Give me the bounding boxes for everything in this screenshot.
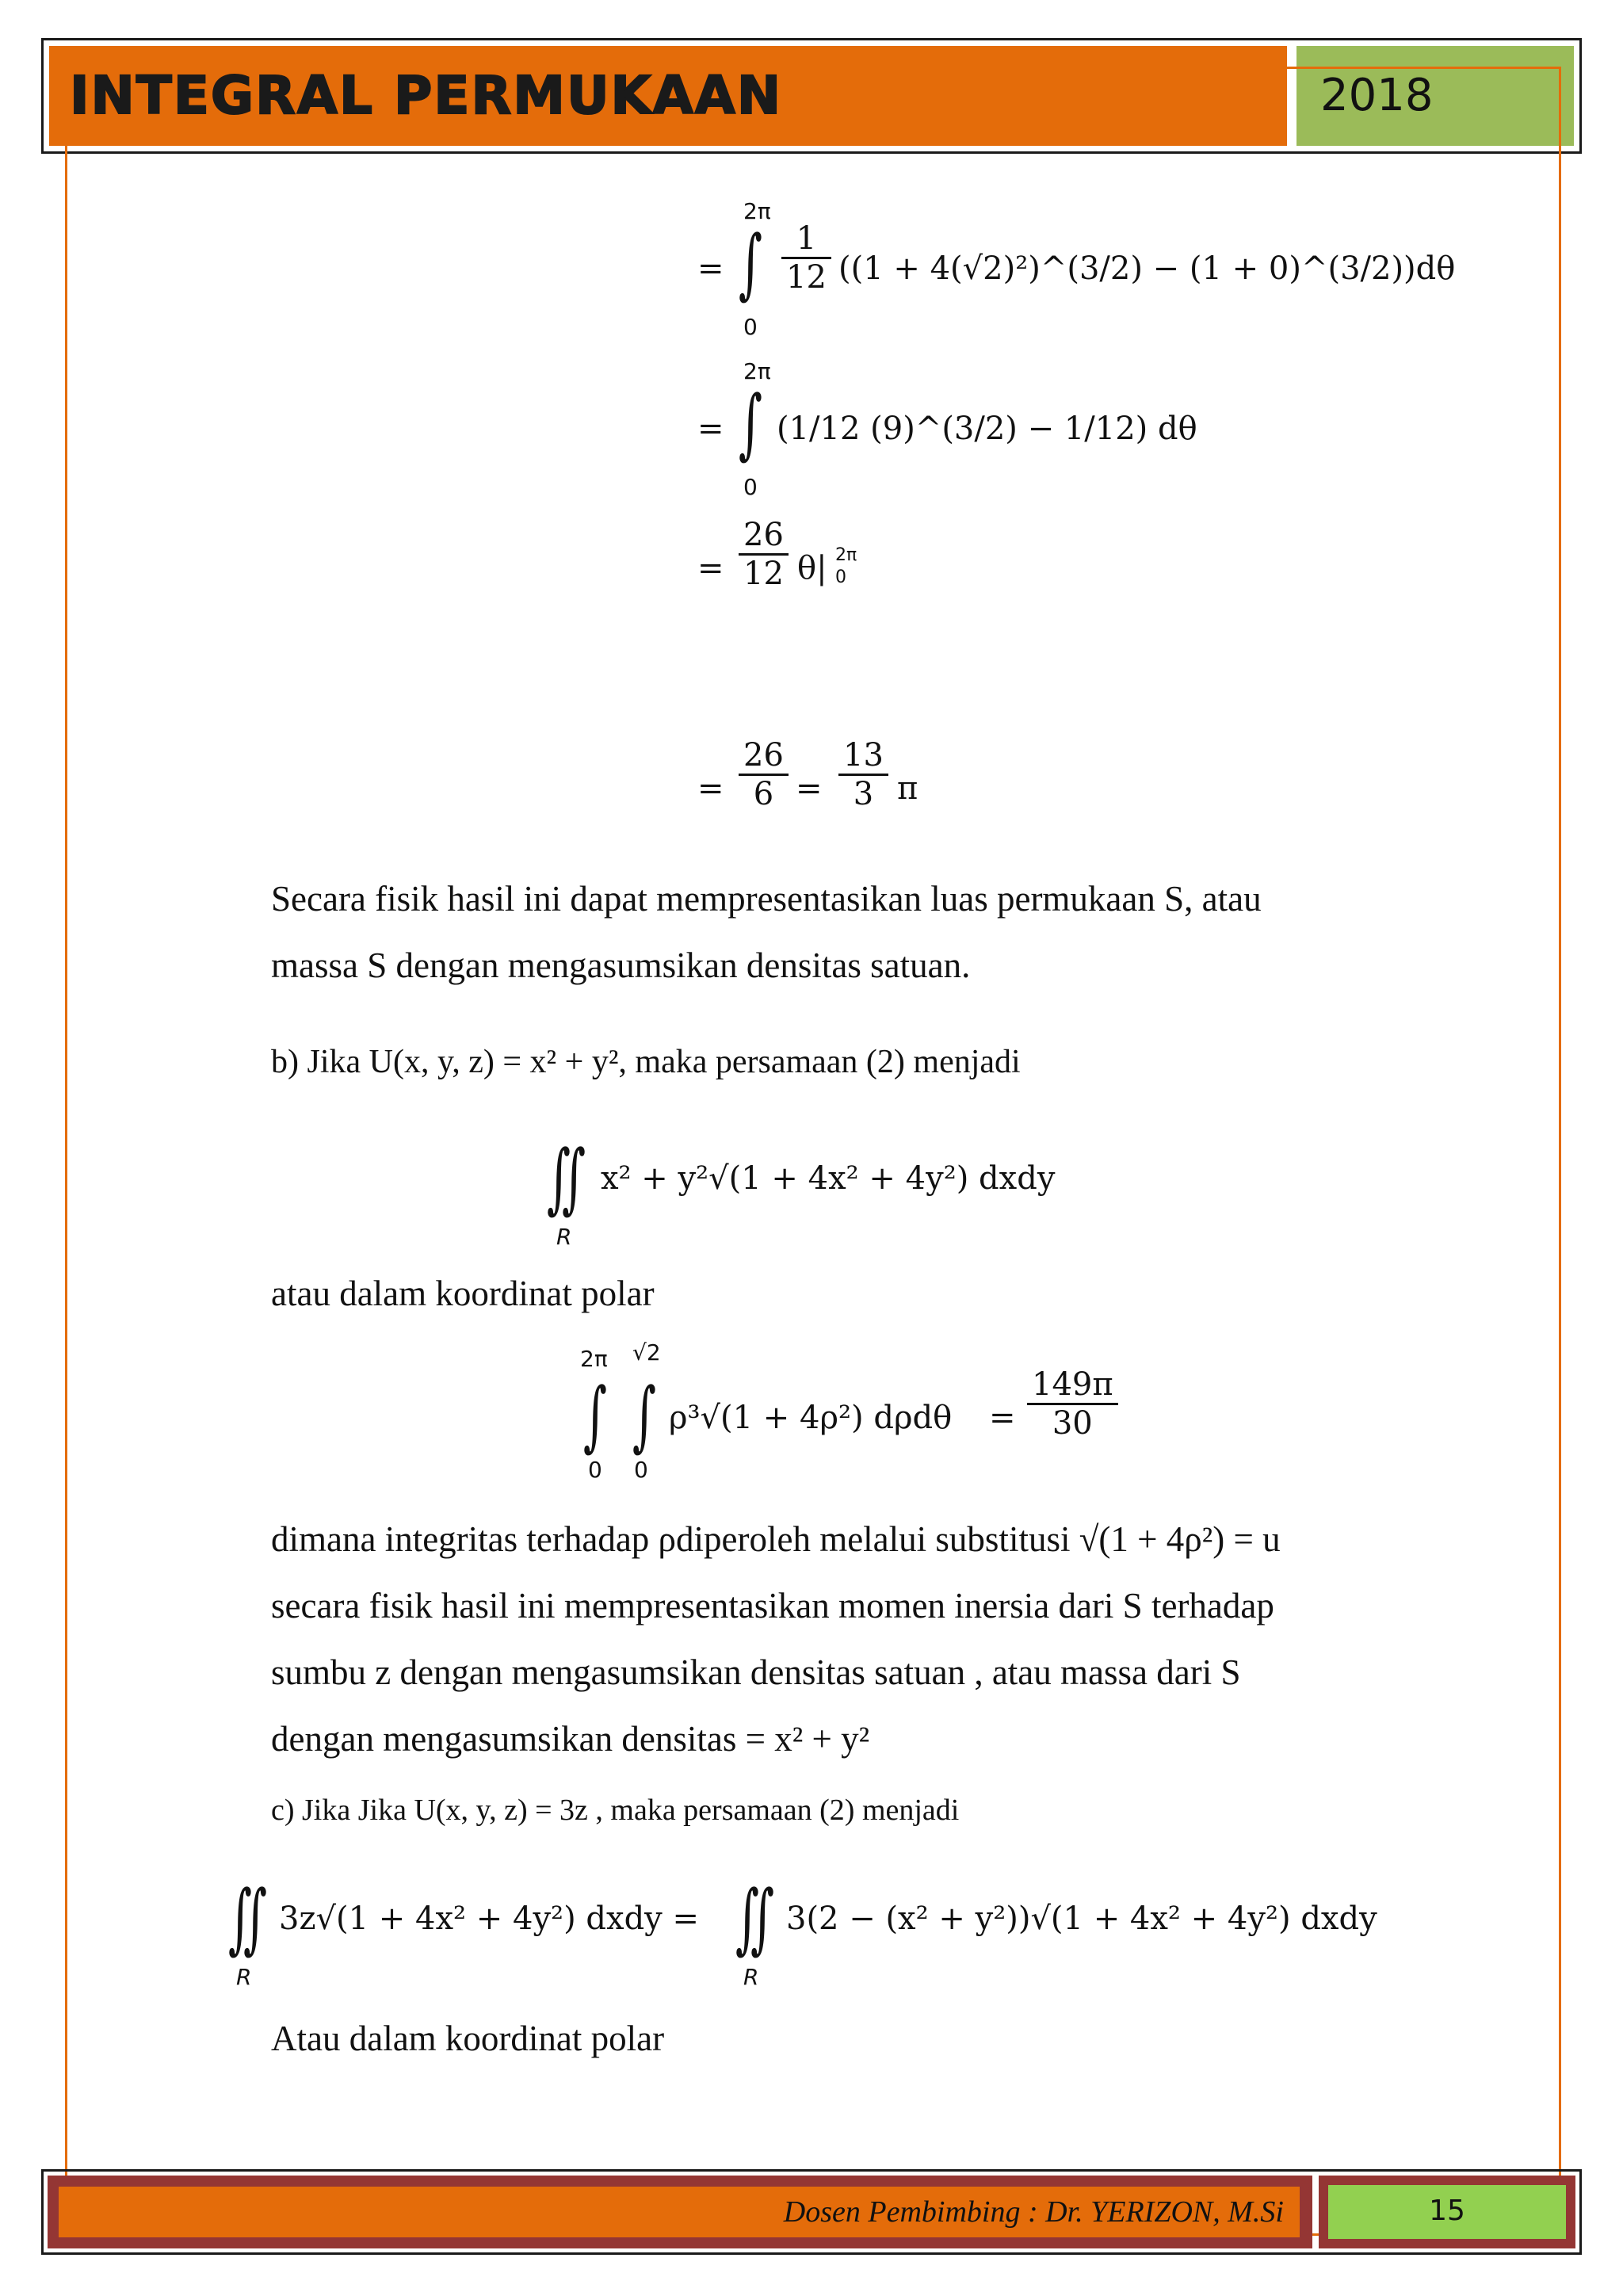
equation-2: = ∫ 2π 0 (1/12 (9)^(3/2) − 1/12) dθ <box>697 358 1197 500</box>
text-line: Secara fisik hasil ini dapat mempresentasikan luas permukaan S, atau <box>271 879 1262 919</box>
text-line: dimana integritas terhadap ρdiperoleh melalui substitusi √(1 + 4ρ²) = u <box>271 1519 1281 1559</box>
text-line: sumbu z dengan mengasumsikan densitas satuan , atau massa dari S <box>271 1652 1241 1692</box>
text-line: secara fisik hasil ini mempresentasikan momen inersia dari S terhadap <box>271 1586 1274 1626</box>
paragraph-moment-of-inertia <box>271 1506 1281 1772</box>
document-title: INTEGRAL PERMUKAAN <box>70 65 783 126</box>
footer-page-box <box>1328 2185 1566 2239</box>
equation-4: = $\frac{26}{6}$ = $\frac{13}{3}$ π <box>697 737 918 812</box>
equation-3: = $\frac{26}{12}$ θ| 2π 0 <box>697 517 857 592</box>
equation-7: ∬ R 3z√(1 + 4x² + 4y²) dxdy = ∬ R 3(2 − (x² + y²))√(1 + 4x² + 4y²) dxdy <box>228 1874 1377 1990</box>
equation-6: ∫ ∫ 2π √2 0 0 ρ³√(1 + 4ρ²) dρdθ = $\frac{149\pi}{30}$ <box>577 1339 1132 1490</box>
document-year: 2018 <box>1320 70 1434 121</box>
text-line: dengan mengasumsikan densitas = x² + y² <box>271 1719 870 1759</box>
footer-supervisor: Dosen Pembimbing : Dr. YERIZON, M.Si <box>783 2195 1284 2229</box>
case-b-statement: b) Jika U(x, y, z) = x² + y², maka persamaan (2) menjadi <box>271 1044 1021 1080</box>
footer-supervisor-bar <box>59 2187 1300 2237</box>
polar-heading-2: Atau dalam koordinat polar <box>271 2019 665 2058</box>
polar-heading-1: atau dalam koordinat polar <box>271 1274 655 1313</box>
equation-5: ∬ R x² + y²√(1 + 4x² + 4y²) dxdy <box>547 1133 1056 1250</box>
text-line: massa S dengan mengasumsikan densitas satuan. <box>271 946 971 985</box>
page-number: 15 <box>1429 2195 1465 2227</box>
paragraph-physical-meaning <box>271 865 1262 999</box>
equation-1: = ∫ 2π 0 $\frac{1}{12}$ ((1 + 4(√2)²)^(3/2) − (1 + 0)^(3/2))dθ <box>697 198 1456 340</box>
case-c-statement: c) Jika Jika U(x, y, z) = 3z , maka persamaan (2) menjadi <box>271 1794 960 1827</box>
